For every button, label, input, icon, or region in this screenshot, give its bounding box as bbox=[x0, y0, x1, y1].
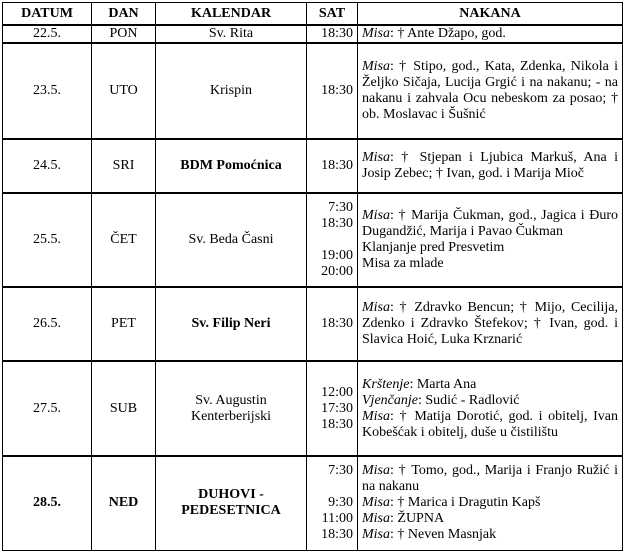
intention-cell bbox=[358, 43, 623, 139]
intention-cell bbox=[358, 287, 623, 361]
intention-label: Krštenje bbox=[362, 376, 410, 392]
intention-text: : Sudić - Radlović bbox=[417, 392, 520, 408]
time-value: 18:30 bbox=[321, 83, 353, 98]
intention-cell bbox=[358, 25, 623, 43]
intention-entry bbox=[362, 527, 618, 543]
day-cell: NED bbox=[92, 456, 156, 550]
intention-cell bbox=[358, 193, 623, 287]
schedule-row bbox=[3, 287, 623, 361]
schedule-row bbox=[3, 25, 623, 43]
intention-text: : † Ante Džapo, god. bbox=[390, 26, 506, 41]
intention-label: Misa bbox=[362, 495, 390, 511]
intention-label: Misa bbox=[362, 59, 390, 74]
intention-cell bbox=[358, 361, 623, 456]
time-cell bbox=[307, 193, 358, 287]
day-cell: UTO bbox=[92, 43, 156, 139]
time-cell bbox=[307, 456, 358, 550]
intention-entry bbox=[362, 511, 618, 527]
time-value: 19:00 bbox=[321, 248, 353, 263]
intention-text: : † Zdravko Bencun; † Mijo, Cecilija, Zdenko i Zdravko Štefekov; † Ivan, god. i Slavica Hoić, Luka Krznarić bbox=[362, 300, 618, 347]
day-cell: SRI bbox=[92, 139, 156, 193]
calendar-cell: DUHOVI - PEDESETNICA bbox=[156, 456, 307, 550]
intention-entry bbox=[362, 208, 618, 240]
intention-text: Misa za mlade bbox=[362, 256, 444, 271]
time-value: 18:30 bbox=[321, 158, 353, 173]
day-cell: PET bbox=[92, 287, 156, 361]
intention-text: : † Neven Masnjak bbox=[390, 527, 497, 543]
time-value bbox=[311, 232, 353, 248]
intention-entry bbox=[362, 256, 618, 272]
header-day: DAN bbox=[92, 3, 156, 26]
time-value: 7:30 bbox=[328, 200, 353, 215]
intention-entry bbox=[362, 26, 618, 42]
intention-text: : † Stjepan i Ljubica Markuš, Ana i Josip Zebec; † Ivan, god. i Marija Mioč bbox=[362, 150, 618, 181]
intention-entry bbox=[362, 495, 618, 511]
date-cell: 27.5. bbox=[3, 361, 92, 456]
intention-cell bbox=[358, 456, 623, 550]
time-value: 12:00 bbox=[321, 384, 353, 400]
time-value: 7:30 bbox=[328, 463, 353, 479]
header-intention: NAKANA bbox=[358, 3, 623, 26]
intention-label: Misa bbox=[362, 511, 390, 527]
time-cell bbox=[307, 43, 358, 139]
time-value: 11:00 bbox=[321, 511, 353, 527]
intention-text: : † Stipo, god., Kata, Zdenka, Nikola i Željko Sičaja, Lucija Grgić i na nakanu; - na nakanu i zahvala Ocu nebeskom za posao; † ob. Moslavac i Šušnić bbox=[362, 59, 618, 122]
calendar-cell: Sv. Filip Neri bbox=[156, 287, 307, 361]
time-value: 18:30 bbox=[321, 26, 353, 41]
time-value: 18:30 bbox=[321, 216, 353, 231]
intention-entry bbox=[362, 150, 618, 182]
mass-schedule-table bbox=[2, 2, 623, 551]
intention-entry bbox=[362, 409, 618, 441]
header-row bbox=[3, 3, 623, 26]
header-time: SAT bbox=[307, 3, 358, 26]
day-cell: ČET bbox=[92, 193, 156, 287]
calendar-cell: Sv. Augustin Kenterberijski bbox=[156, 361, 307, 456]
calendar-cell: BDM Pomoćnica bbox=[156, 139, 307, 193]
schedule-row bbox=[3, 139, 623, 193]
date-cell: 26.5. bbox=[3, 287, 92, 361]
calendar-cell: Krispin bbox=[156, 43, 307, 139]
time-value: 18:30 bbox=[321, 416, 353, 432]
time-cell bbox=[307, 287, 358, 361]
day-cell: SUB bbox=[92, 361, 156, 456]
intention-entry bbox=[362, 463, 618, 495]
time-value: 9:30 bbox=[328, 495, 353, 511]
header-calendar: KALENDAR bbox=[156, 3, 307, 26]
time-cell bbox=[307, 25, 358, 43]
date-cell: 24.5. bbox=[3, 139, 92, 193]
intention-text: : ŽUPNA bbox=[390, 511, 445, 527]
intention-label: Misa bbox=[362, 408, 390, 424]
intention-label: Misa bbox=[362, 26, 390, 41]
date-cell: 23.5. bbox=[3, 43, 92, 139]
intention-entry bbox=[362, 393, 618, 409]
day-cell: PON bbox=[92, 25, 156, 43]
date-cell: 22.5. bbox=[3, 25, 92, 43]
time-value: 18:30 bbox=[321, 527, 353, 543]
time-cell bbox=[307, 361, 358, 456]
intention-label: Misa bbox=[362, 300, 390, 315]
schedule-row bbox=[3, 456, 623, 550]
schedule-row bbox=[3, 43, 623, 139]
time-cell bbox=[307, 139, 358, 193]
intention-text: : † Matija Dorotić, god. i obitelj, Ivan Kobešćak i obitelj, duše u čistilištu bbox=[362, 408, 618, 440]
intention-label: Vjenčanje bbox=[362, 392, 418, 408]
intention-label: Misa bbox=[362, 150, 390, 165]
intention-entry bbox=[362, 300, 618, 348]
intention-cell bbox=[358, 139, 623, 193]
intention-label: Misa bbox=[362, 208, 390, 223]
time-value: 18:30 bbox=[321, 316, 353, 331]
intention-entry bbox=[362, 59, 618, 123]
time-value bbox=[311, 479, 353, 495]
calendar-cell: Sv. Beda Časni bbox=[156, 193, 307, 287]
time-value: 20:00 bbox=[321, 264, 353, 279]
intention-text: : Marta Ana bbox=[409, 376, 477, 392]
intention-label: Misa bbox=[362, 463, 390, 479]
intention-text: : † Marija Čukman, god., Jagica i Đuro Dugandžić, Marija i Pavao Čukman bbox=[362, 208, 618, 239]
intention-text: : † Tomo, god., Marija i Franjo Ružić i na nakanu bbox=[362, 463, 618, 495]
date-cell: 28.5. bbox=[3, 456, 92, 550]
intention-text: Klanjanje pred Presvetim bbox=[362, 240, 505, 255]
date-cell: 25.5. bbox=[3, 193, 92, 287]
intention-entry bbox=[362, 240, 618, 256]
calendar-cell: Sv. Rita bbox=[156, 25, 307, 43]
time-value: 17:30 bbox=[321, 400, 353, 416]
header-date: DATUM bbox=[3, 3, 92, 26]
intention-entry bbox=[362, 377, 618, 393]
intention-text: : † Marica i Dragutin Kapš bbox=[390, 495, 541, 511]
schedule-row bbox=[3, 361, 623, 456]
intention-label: Misa bbox=[362, 527, 390, 543]
schedule-row bbox=[3, 193, 623, 287]
